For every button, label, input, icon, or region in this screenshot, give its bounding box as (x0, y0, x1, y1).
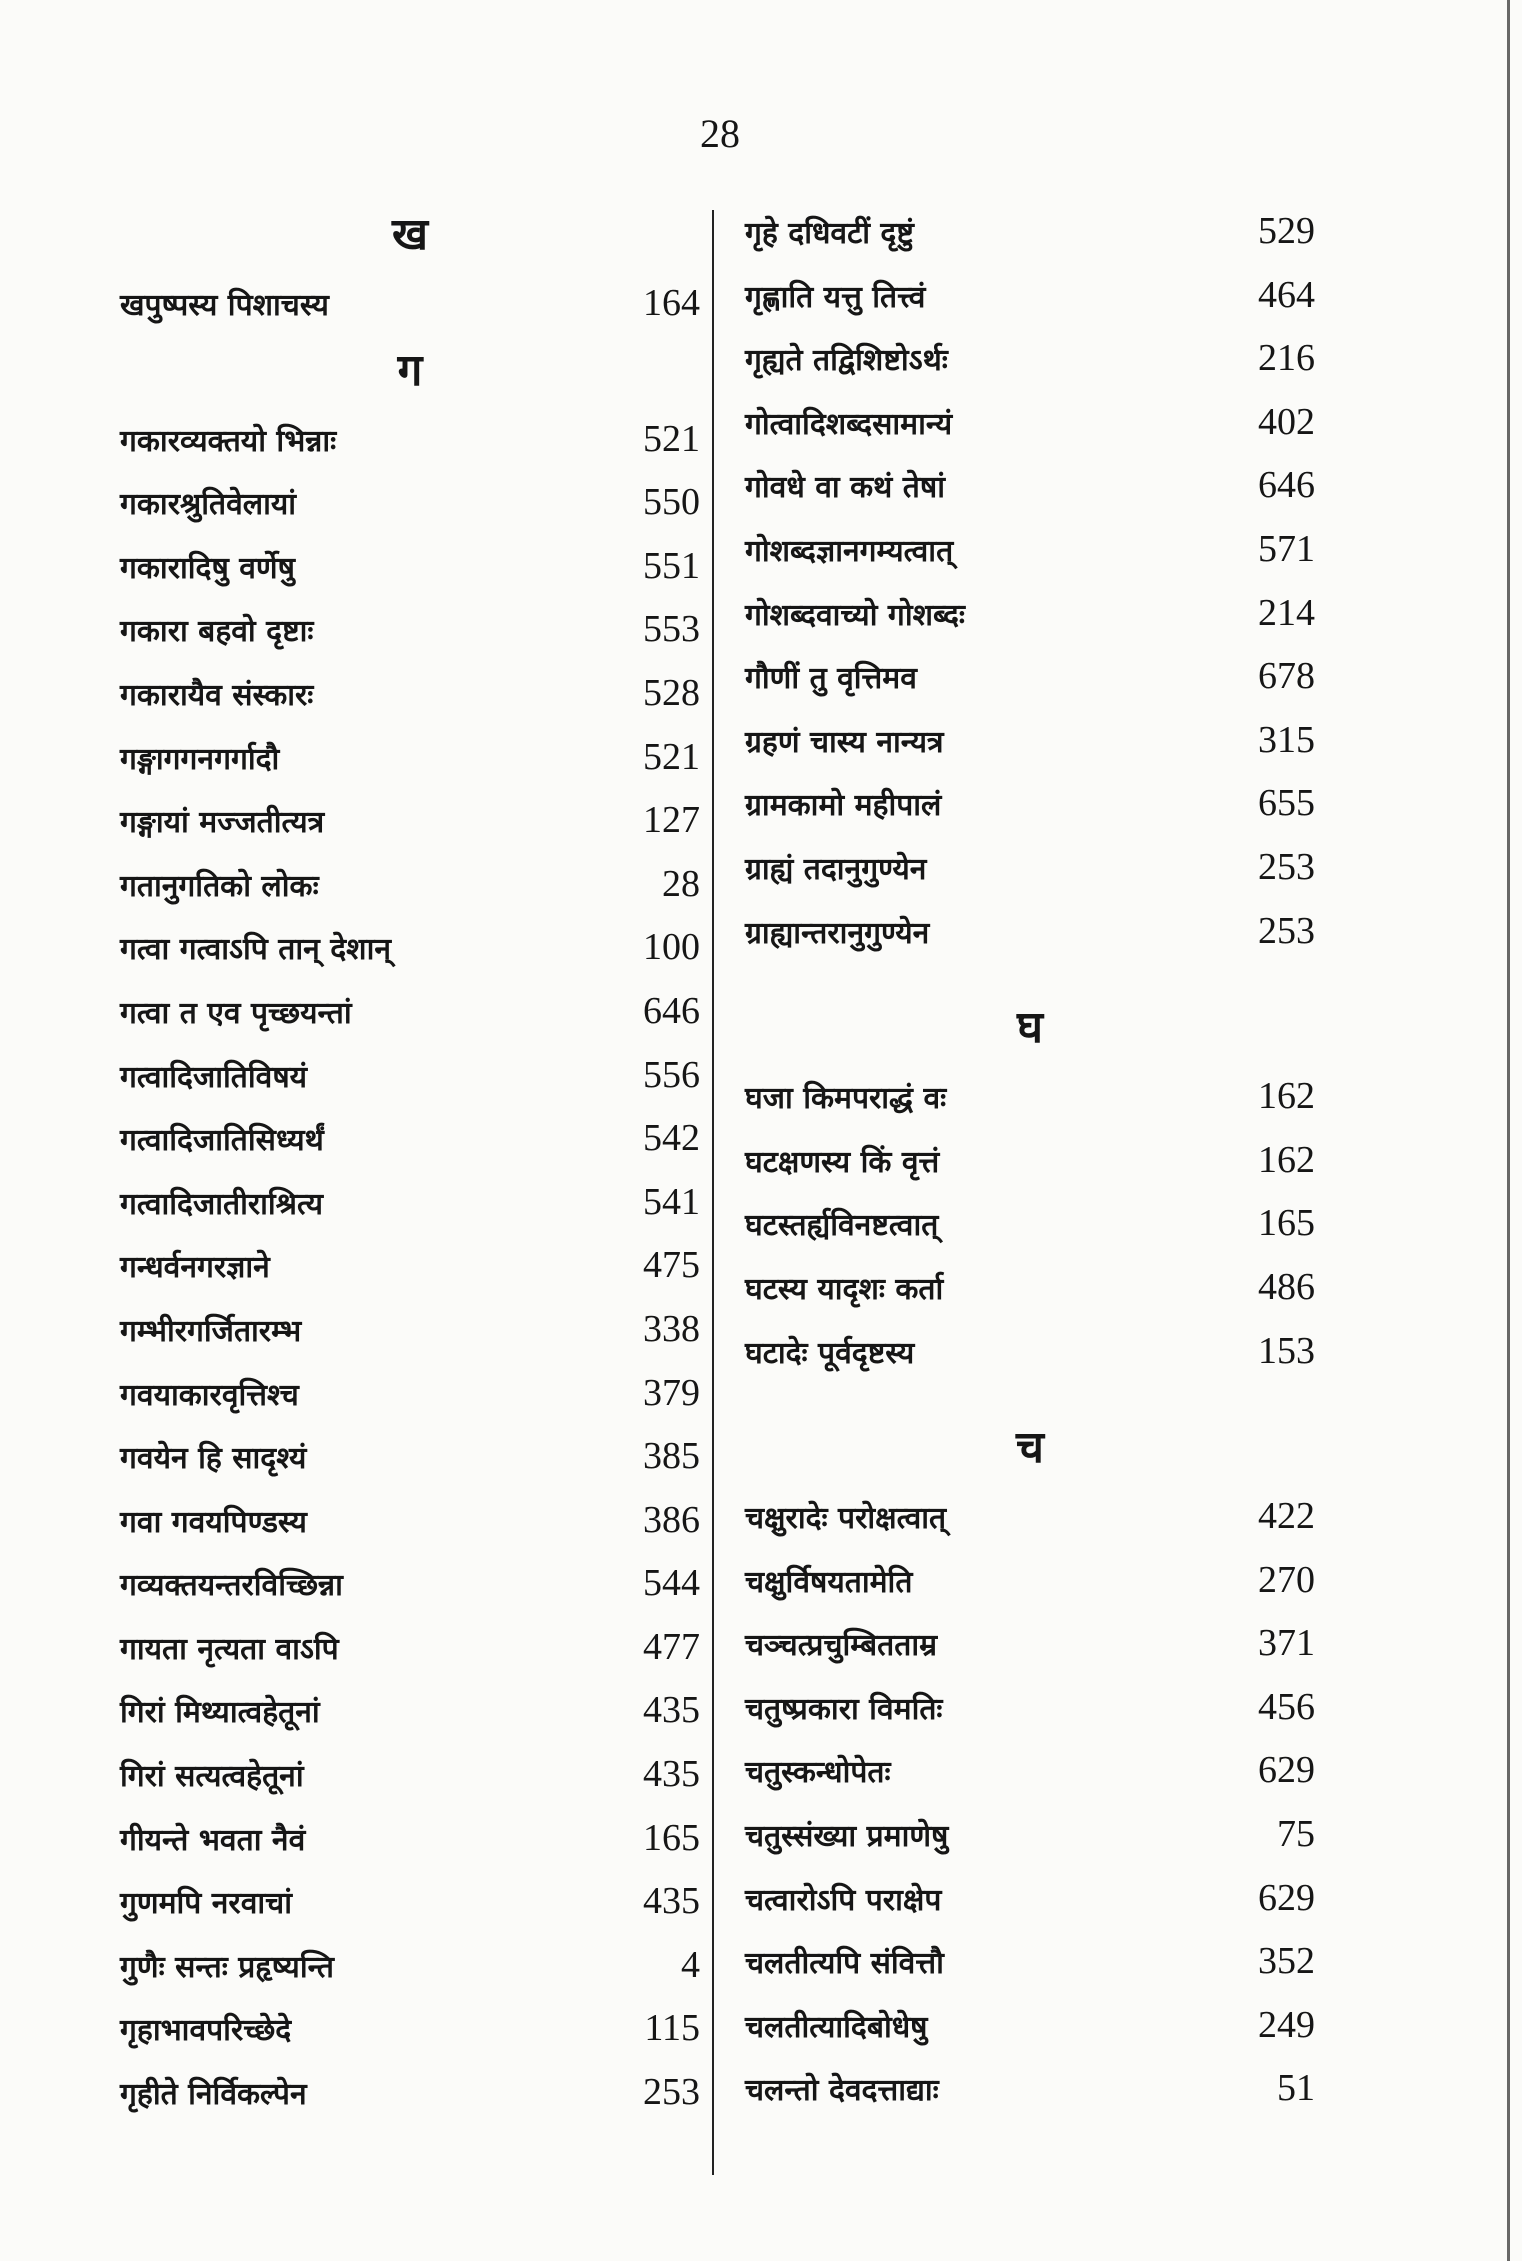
entry-page-number: 115 (644, 2007, 700, 2050)
index-section (120, 342, 700, 2125)
page-edge-line (1507, 0, 1510, 2261)
entry-page-number: 435 (643, 1880, 700, 1923)
entry-text: घजा किमपराद्धं वः (745, 1081, 947, 1117)
entry-text: चतुस्कन्धोपेतः (745, 1755, 891, 1791)
index-entry (745, 518, 1315, 582)
index-section (745, 200, 1315, 963)
entry-text: चतुस्संख्या प्रमाणेषु (745, 1819, 949, 1855)
index-entry (745, 1320, 1315, 1384)
entry-text: गन्धर्वनगरज्ञाने (120, 1250, 270, 1286)
entry-page-number: 553 (643, 608, 700, 651)
index-entry (120, 1107, 700, 1171)
index-entry (120, 853, 700, 917)
entry-text: चक्षुरादेः परोक्षत्वात् (745, 1501, 947, 1537)
index-entry (120, 1997, 700, 2061)
entry-text: घटस्तर्ह्यविनष्टत्वात् (745, 1208, 939, 1244)
entry-page-number: 646 (1258, 464, 1315, 507)
entry-page-number: 529 (1258, 210, 1315, 252)
index-entry (745, 1256, 1315, 1320)
index-section (745, 999, 1315, 1383)
entry-page-number: 435 (643, 1689, 700, 1732)
entry-text: गङ्गायां मज्जतीत्यत्र (120, 805, 325, 841)
entry-page-number: 678 (1258, 655, 1315, 698)
index-entry (745, 1739, 1315, 1803)
entry-page-number: 315 (1258, 718, 1315, 761)
entry-text: गत्वादिजातिसिध्यर्थं (120, 1123, 324, 1159)
entry-page-number: 422 (1258, 1495, 1315, 1538)
entry-page-number: 464 (1258, 273, 1315, 316)
entry-text: गत्वादिजातिविषयं (120, 1059, 308, 1095)
entry-page-number: 162 (1258, 1075, 1315, 1118)
entry-page-number: 541 (643, 1180, 700, 1223)
index-entry (120, 598, 700, 662)
entry-page-number: 352 (1258, 1940, 1315, 1983)
index-entry (745, 391, 1315, 455)
entry-text: गृह्यते तद्विशिष्टोऽर्थः (745, 343, 948, 379)
entry-page-number: 551 (643, 544, 700, 587)
entry-text: गङ्गागगनगर्गादौ (120, 741, 280, 777)
index-entry (745, 1485, 1315, 1549)
index-entry (745, 1549, 1315, 1613)
index-entry (745, 264, 1315, 328)
entry-text: गकारा बहवो दृष्टाः (120, 614, 314, 650)
index-entry (120, 1552, 700, 1616)
entry-text: गवयेन हि सादृश्यं (120, 1441, 307, 1477)
entry-text: गृहे दधिवटीं दृष्टुं (745, 216, 914, 251)
index-entry (120, 1489, 700, 1553)
entry-page-number: 28 (662, 862, 700, 905)
entry-page-number: 127 (643, 799, 700, 842)
column-divider (712, 210, 714, 2175)
entry-text: गृह्णाति यत्तु तित्त्वं (745, 279, 926, 315)
entry-page-number: 253 (1258, 909, 1315, 952)
entry-page-number: 379 (643, 1371, 700, 1414)
entry-text: गकारश्रुतिवेलायां (120, 487, 297, 523)
entry-page-number: 486 (1258, 1265, 1315, 1308)
index-entry (120, 408, 700, 472)
entry-page-number: 655 (1258, 782, 1315, 825)
index-entry (745, 200, 1315, 264)
index-entry (120, 1298, 700, 1362)
entry-text: गतानुगतिको लोकः (120, 868, 319, 904)
index-entry (745, 2057, 1315, 2121)
entry-text: घटस्य यादृशः कर्ता (745, 1271, 944, 1307)
index-entry (120, 1171, 700, 1235)
entry-text: चक्षुर्विषयतामेति (745, 1564, 913, 1600)
entry-text: चत्वारोऽपि पराक्षेप (745, 1882, 942, 1918)
entry-text: गवयाकारवृत्तिश्च (120, 1377, 299, 1413)
index-entry (120, 726, 700, 790)
index-entry (745, 582, 1315, 646)
index-entry (120, 1234, 700, 1298)
entry-text: घटादेः पूर्वदृष्टस्य (745, 1335, 915, 1371)
index-entry (120, 1362, 700, 1426)
entry-text: ग्रहणं चास्य नान्यत्र (745, 724, 944, 760)
section-heading: ख (392, 209, 428, 260)
entry-page-number: 270 (1258, 1558, 1315, 1601)
index-entry (120, 980, 700, 1044)
entry-page-number: 165 (643, 1816, 700, 1859)
index-entry (745, 327, 1315, 391)
entry-text: चञ्चत्प्रचुम्बितताम्र (745, 1628, 938, 1664)
index-entry (120, 272, 700, 336)
entry-page-number: 556 (643, 1053, 700, 1096)
entry-page-number: 435 (643, 1753, 700, 1796)
entry-text: गवा गवयपिण्डस्य (120, 1504, 307, 1540)
entry-text: गिरां मिथ्यात्वहेतूनां (120, 1695, 320, 1731)
index-entry (745, 1612, 1315, 1676)
entry-page-number: 542 (643, 1117, 700, 1160)
entry-text: गम्भीरगर्जितारम्भ (120, 1313, 302, 1349)
entry-page-number: 162 (1258, 1138, 1315, 1181)
entry-text: गकारव्यक्तयो भिन्नाः (120, 423, 337, 459)
entry-text: ग्राह्यं तदानुगुण्येन (745, 851, 927, 887)
entry-page-number: 475 (643, 1244, 700, 1287)
index-entry (120, 1616, 700, 1680)
entry-page-number: 629 (1258, 1876, 1315, 1919)
page-number: 28 (700, 111, 740, 156)
index-entry (120, 1807, 700, 1871)
index-entry (745, 1803, 1315, 1867)
entry-page-number: 646 (643, 989, 700, 1032)
entry-text: गौणीं तु वृत्तिमव (745, 661, 917, 697)
index-entry (745, 645, 1315, 709)
left-column (120, 200, 700, 2125)
entry-text: गकारायैव संस्कारः (120, 677, 314, 713)
index-entry (120, 471, 700, 535)
entry-page-number: 164 (643, 282, 700, 324)
entry-page-number: 51 (1277, 2067, 1315, 2110)
index-entry (745, 836, 1315, 900)
entry-page-number: 402 (1258, 400, 1315, 443)
entry-text: चलन्तो देवदत्ताद्याः (745, 2073, 939, 2109)
index-entry (745, 1867, 1315, 1931)
entry-page-number: 75 (1277, 1813, 1315, 1856)
entry-text: चलतीत्यादिबोधेषु (745, 2009, 928, 2045)
entry-text: गोवधे वा कथं तेषां (745, 470, 945, 506)
index-entry (745, 900, 1315, 964)
entry-text: गुणमपि नरवाचां (120, 1886, 292, 1922)
entry-page-number: 100 (643, 926, 700, 969)
entry-text: गीयन्ते भवता नैवं (120, 1822, 306, 1858)
entry-text: गिरां सत्यत्वहेतूनां (120, 1759, 304, 1795)
index-entry (120, 1044, 700, 1108)
index-entry (120, 2061, 700, 2125)
entry-text: गायता नृत्यता वाऽपि (120, 1631, 339, 1667)
index-entry (120, 1870, 700, 1934)
entry-text: ग्राह्यान्तरानुगुण्येन (745, 915, 930, 951)
entry-text: गकारादिषु वर्णेषु (120, 550, 295, 586)
entry-text: घटक्षणस्य किं वृत्तं (745, 1144, 940, 1180)
index-entry (120, 789, 700, 853)
entry-page-number: 550 (643, 481, 700, 524)
index-entry (745, 709, 1315, 773)
index-entry (745, 1192, 1315, 1256)
entry-text: गत्वा गत्वाऽपि तान् देशान् (120, 932, 392, 968)
index-entry (120, 662, 700, 726)
entry-text: गव्यक्तयन्तरविच्छिन्ना (120, 1568, 343, 1604)
entry-page-number: 386 (643, 1498, 700, 1541)
entry-page-number: 571 (1258, 527, 1315, 570)
entry-page-number: 456 (1258, 1685, 1315, 1728)
entry-page-number: 521 (643, 735, 700, 778)
entry-page-number: 249 (1258, 2003, 1315, 2046)
entry-page-number: 253 (1258, 845, 1315, 888)
entry-text: चलतीत्यपि संवित्तौ (745, 1946, 944, 1982)
index-entry (120, 535, 700, 599)
section-heading: घ (1016, 1002, 1043, 1054)
entry-text: गत्वा त एव पृच्छयन्तां (120, 995, 352, 1031)
entry-page-number: 216 (1258, 337, 1315, 380)
index-entry (120, 916, 700, 980)
entry-text: खपुष्पस्य पिशाचस्य (120, 288, 329, 323)
entry-text: गोशब्दज्ञानगम्यत्वात् (745, 533, 954, 569)
index-section (745, 1419, 1315, 2121)
index-entry (745, 772, 1315, 836)
entry-page-number: 338 (643, 1307, 700, 1350)
index-section (120, 206, 700, 336)
index-entry (745, 1065, 1315, 1129)
entry-page-number: 4 (681, 1943, 700, 1986)
entry-page-number: 253 (643, 2071, 700, 2114)
index-entry (120, 1679, 700, 1743)
entry-page-number: 521 (643, 417, 700, 460)
index-entry (745, 1676, 1315, 1740)
entry-page-number: 165 (1258, 1202, 1315, 1245)
index-entry (120, 1425, 700, 1489)
entry-text: गृहाभावपरिच्छेदे (120, 2013, 292, 2049)
entry-page-number: 528 (643, 671, 700, 714)
index-entry (745, 454, 1315, 518)
entry-text: गत्वादिजातीराश्रित्य (120, 1186, 324, 1222)
entry-page-number: 544 (643, 1562, 700, 1605)
entry-text: गुणैः सन्तः प्रहृष्यन्ति (120, 1949, 334, 1985)
entry-page-number: 477 (643, 1625, 700, 1668)
index-entry (745, 1930, 1315, 1994)
entry-page-number: 371 (1258, 1622, 1315, 1665)
entry-page-number: 214 (1258, 591, 1315, 634)
index-entry (120, 1743, 700, 1807)
right-column (745, 200, 1315, 2121)
index-entry (120, 1934, 700, 1998)
entry-text: चतुष्प्रकारा विमतिः (745, 1691, 943, 1727)
entry-text: ग्रामकामो महीपालं (745, 788, 942, 824)
entry-text: गोत्वादिशब्दसामान्यं (745, 406, 953, 442)
entry-page-number: 629 (1258, 1749, 1315, 1792)
entry-page-number: 153 (1258, 1329, 1315, 1372)
entry-text: गृहीते निर्विकल्पेन (120, 2077, 307, 2113)
section-heading: च (1016, 1422, 1044, 1474)
index-entry (745, 1994, 1315, 2058)
index-entry (745, 1129, 1315, 1193)
section-heading: ग (397, 344, 423, 396)
entry-page-number: 385 (643, 1435, 700, 1478)
entry-text: गोशब्दवाच्यो गोशब्दः (745, 597, 965, 633)
